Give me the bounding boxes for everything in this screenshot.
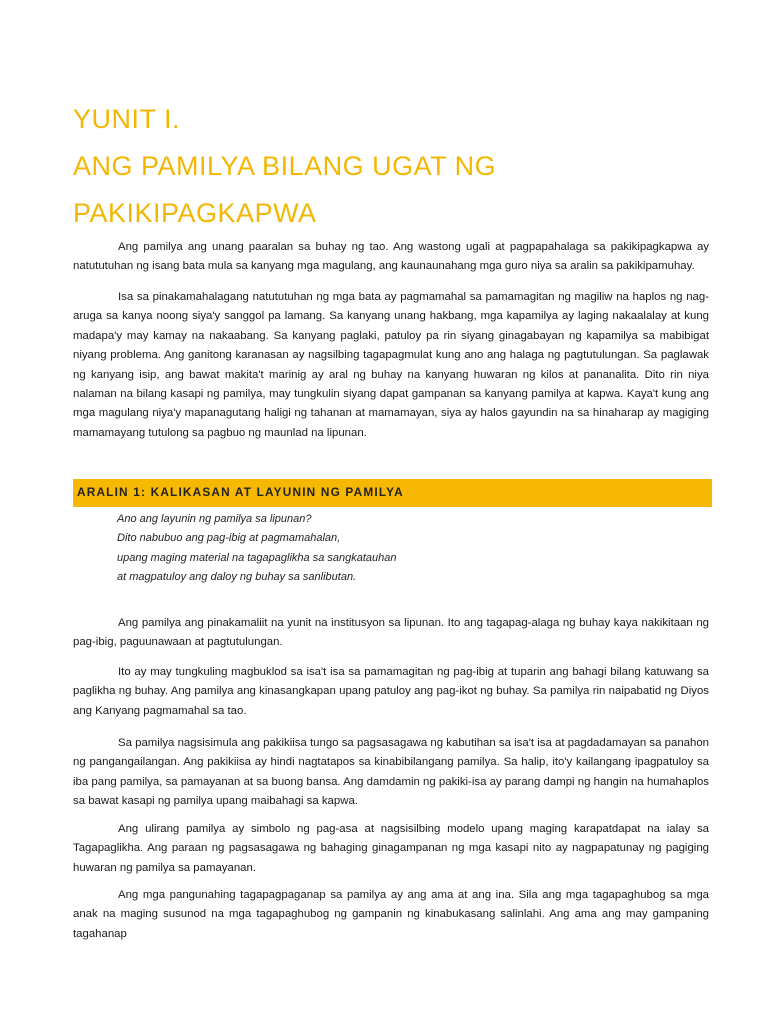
body-paragraph-1: Ang pamilya ang pinakamaliit na yunit na institusyon sa lipunan. Ito ang tagapag-alaga ng buhay kaya nakikitaan ng pag-ibig, paguunawaan at pagtutulungan. [73, 617, 709, 649]
body-paragraph-5: Ang mga pangunahing tagapagpaganap sa pamilya ay ang ama at ang ina. Sila ang mga tagapaghubog sa mga anak na maging susunod na mga tagapaghubog ng gampanin ng kinabukasang salinlahi. Ang ama ang may gampaning tagahanap [73, 889, 709, 940]
unit-title-line-2: ANG PAMILYA BILANG UGAT NG [73, 151, 497, 181]
verse-line-2: Dito nabubuo ang pag-ibig at pagmamahalan, [117, 532, 341, 545]
verse-line-4: at magpatuloy ang daloy ng buhay sa sanlibutan. [117, 570, 357, 583]
verse-line-3: upang maging material na tagapaglikha sa sangkatauhan [117, 551, 397, 564]
body-paragraph-4: Ang ulirang pamilya ay simbolo ng pag-asa at nagsisilbing modelo upang maging karapatdapat na ialay sa Tagapaglikha. Ang paraan ng pagsasagawa ng bahaging ginagampanan ng mga kasapi nito ay nagpapatunay ng pagiging huwaran ng pamilya sa pamayanan. [73, 823, 709, 874]
unit-title-line-1: YUNIT I. [73, 104, 181, 134]
lesson-heading-bar [73, 479, 712, 507]
body-paragraph-3: Sa pamilya nagsisimula ang pakikiisa tungo sa pagsasagawa ng kabutihan sa isa't isa at pagdadamayan sa panahon ng pangangailangan. Ang pakikiisa ay hindi nagtatapos sa kinabibilangang pamilya. Sa halip, ito'y kailangang ipagpatuloy sa iba pang pamilya, sa pamayanan at sa buong bansa. Ang damdamin ng pakiki-isa ay parang dampi ng hangin na humahaplos sa bawat kasapi ng pamilya upang maibahagi sa kapwa. [73, 737, 709, 808]
intro-paragraph-2: Isa sa pinakamahalagang natututuhan ng mga bata ay pagmamahal sa pamamagitan ng magiliw na haplos ng nag-aruga sa kanya noong siya'y sanggol pa lamang. Sa kanyang unang hakbang, mga kapamilya ay laging nakaalalay at kung madapa'y may kamay na nakaabang. Sa kanyang paglaki, patuloy pa rin siyang ginagabayan ng kapamilya sa mabibigat niyang problema. Ang ganitong karanasan ay nagsilbing tagapagmulat kung ano ang halaga ng pagtutulungan. Sa paglawak ng kanyang isip, ang bawat makita't marinig ay aral ng buhay na kanyang huwaran ng kilos at pananalita. Dito rin niya nalaman na bilang kasapi ng pamilya, may tungkulin siyang dapat gampanan sa kanyang pamilya at kapwa. Kaya't kung ang mga magulang niya'y mapanagutang haligi ng tahanan at mamamayan, siya ay halos gayundin na sa hinaharap ay magiging mamamayang tutulong sa pagbuo ng maunlad na lipunan. [73, 291, 709, 439]
intro-paragraph-1: Ang pamilya ang unang paaralan sa buhay ng tao. Ang wastong ugali at pagpapahalaga sa pakikipagkapwa ay natututuhan ng isang bata mula sa kanyang mga magulang, ang kaunaunahang mga guro niya sa aralin sa pakikipamuhay. [73, 241, 709, 273]
lesson-verse [117, 510, 396, 587]
unit-title [73, 96, 713, 237]
body-paragraph-2: Ito ay may tungkuling magbuklod sa isa't isa sa pamamagitan ng pag-ibig at tuparin ang bahagi bilang katuwang sa paglikha ng buhay. Ang pamilya ang kinasangkapan upang patuloy ang pag-ikot ng buhay. Sa pamilya rin naipabatid ng Diyos ang Kanyang pagmamahal sa tao. [73, 666, 709, 717]
verse-line-1: Ano ang layunin ng pamilya sa lipunan? [117, 513, 312, 525]
lesson-heading: ARALIN 1: KALIKASAN AT LAYUNIN NG PAMILYA [77, 485, 404, 499]
unit-title-line-3: PAKIKIPAGKAPWA [73, 198, 317, 228]
